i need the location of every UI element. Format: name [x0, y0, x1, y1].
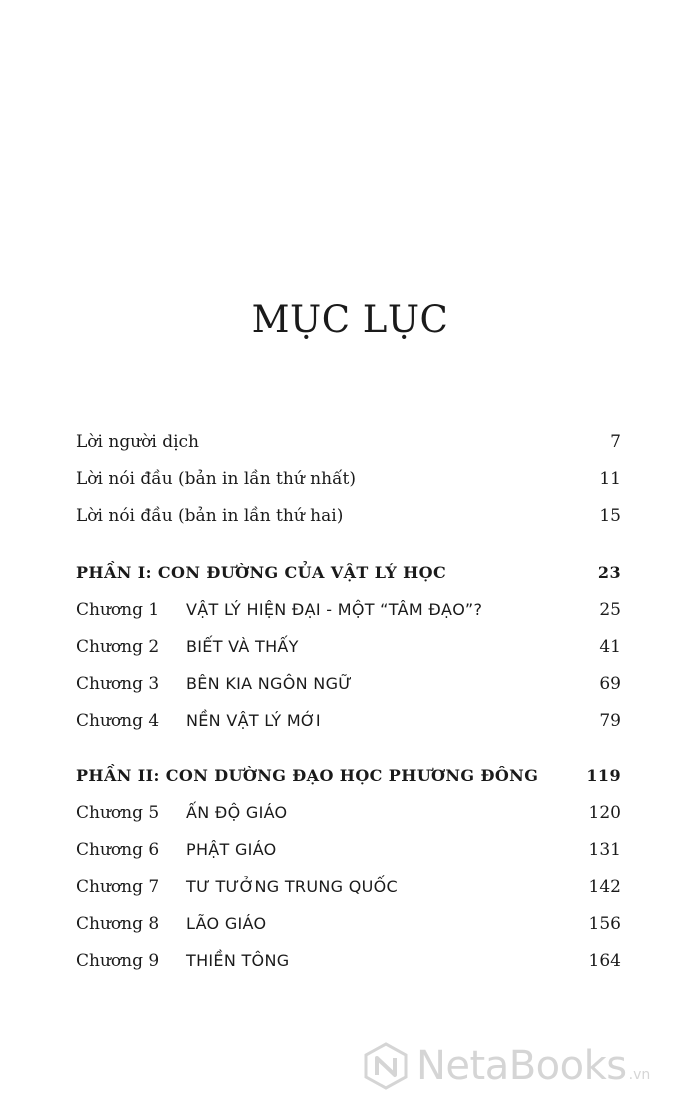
toc-chapter-entry [76, 799, 621, 836]
chapter-page-number: 156 [588, 914, 621, 934]
chapter-title: LÃO GIÁO [186, 914, 267, 933]
chapter-page-number: 79 [599, 711, 621, 731]
toc-chapter-entry [76, 596, 621, 633]
toc-front-entry [76, 502, 621, 539]
part-page-number: 119 [586, 766, 621, 785]
part-title: PHẦN II: CON DƯỜNG ĐẠO HỌC PHƯƠNG ĐÔNG [76, 766, 539, 785]
part-title: PHẦN I: CON ĐƯỜNG CỦA VẬT LÝ HỌC [76, 563, 447, 582]
watermark-brand: NetaBooks [416, 1043, 627, 1089]
chapter-title: PHẬT GIÁO [186, 840, 277, 859]
chapter-page-number: 25 [599, 600, 621, 620]
table-of-contents [76, 428, 621, 984]
chapter-title: NỀN VẬT LÝ MỚI [186, 711, 321, 730]
chapter-title: THIỀN TÔNG [186, 951, 290, 970]
chapter-number: Chương 8 [76, 914, 160, 934]
toc-chapter-entry [76, 633, 621, 670]
toc-front-entry [76, 428, 621, 465]
watermark-tld: .vn [628, 1067, 651, 1083]
toc-chapter-entry [76, 670, 621, 707]
chapter-title: BÊN KIA NGÔN NGỮ [186, 674, 353, 693]
chapter-number: Chương 2 [76, 637, 160, 657]
chapter-number: Chương 5 [76, 803, 160, 823]
chapter-title: BIẾT VÀ THẤY [186, 637, 299, 656]
toc-entry-label: Lời nói đầu (bản in lần thứ nhất) [76, 469, 356, 489]
toc-chapter-entry [76, 947, 621, 984]
toc-part-heading [76, 762, 621, 799]
chapter-page-number: 120 [588, 803, 621, 823]
toc-chapter-entry [76, 873, 621, 910]
chapter-title: ẤN ĐỘ GIÁO [186, 803, 288, 822]
chapter-number: Chương 1 [76, 600, 160, 620]
toc-page-number: 11 [599, 469, 621, 489]
chapter-number: Chương 3 [76, 674, 160, 694]
toc-entry-label: Lời người dịch [76, 432, 200, 452]
toc-chapter-entry [76, 836, 621, 873]
part-page-number: 23 [597, 563, 621, 582]
chapter-title: VẬT LÝ HIỆN ĐẠI - MỘT “TÂM ĐẠO”? [186, 600, 483, 619]
chapter-page-number: 164 [588, 951, 621, 971]
toc-chapter-entry [76, 707, 621, 744]
page-title: MỤC LỤC [251, 298, 449, 341]
toc-page-number: 15 [599, 506, 621, 526]
toc-front-entry [76, 465, 621, 502]
watermark [362, 1042, 650, 1090]
chapter-number: Chương 7 [76, 877, 160, 897]
toc-page-number: 7 [610, 432, 621, 452]
netabooks-logo-icon [362, 1042, 410, 1090]
chapter-number: Chương 6 [76, 840, 160, 860]
toc-entry-label: Lời nói đầu (bản in lần thứ hai) [76, 506, 344, 526]
chapter-page-number: 131 [588, 840, 621, 860]
chapter-page-number: 41 [599, 637, 621, 657]
chapter-number: Chương 4 [76, 711, 160, 731]
toc-part-heading [76, 559, 621, 596]
chapter-page-number: 69 [599, 674, 621, 694]
chapter-number: Chương 9 [76, 951, 160, 971]
toc-chapter-entry [76, 910, 621, 947]
chapter-title: TƯ TƯỞNG TRUNG QUỐC [186, 877, 398, 896]
chapter-page-number: 142 [588, 877, 621, 897]
